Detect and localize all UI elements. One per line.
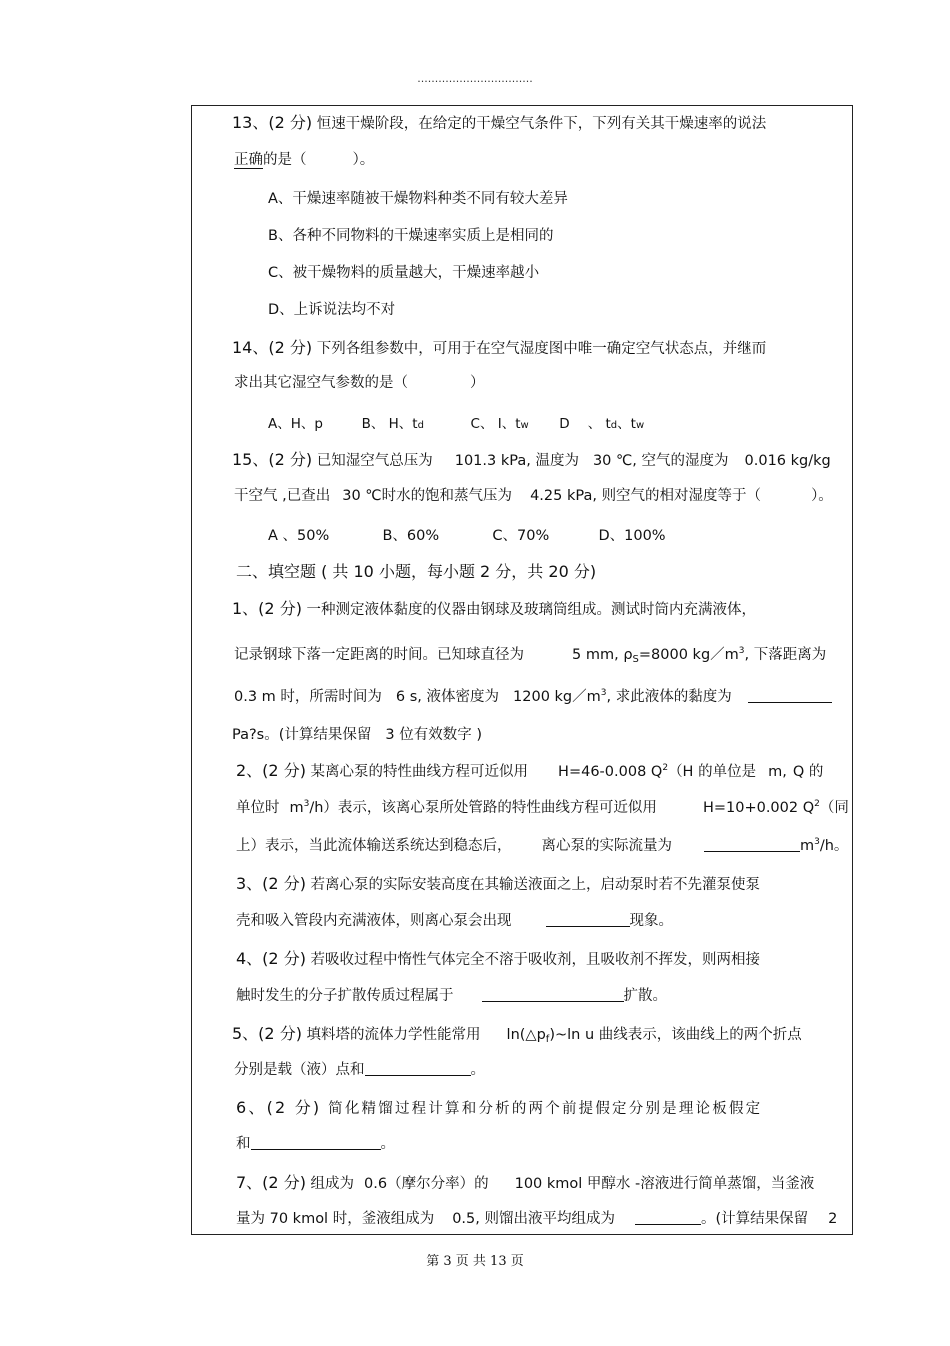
fill-7-text-1b: 0.6（摩尔分率）的 (364, 1176, 489, 1192)
fill-4-number: 4、(2 分) (236, 949, 306, 968)
fill-1-density-ball: $\rho_S=8000$ $kg/m^3$ (623, 646, 745, 665)
fill-2-number: 2、(2 分) (236, 761, 306, 780)
fill-1-unit: Pa?s (232, 727, 265, 743)
fill-2-text-1c: （H 的单位是 (668, 764, 757, 780)
question-13-text-3: ）。 (352, 152, 375, 168)
fill-1-text-2e: , 下落距离为 (744, 647, 827, 663)
question-13-text: 恒速干燥阶段，在给定的干燥空气条件下，下列有关其干燥速率的说法 (316, 116, 767, 132)
fill-2-line-1 (236, 762, 823, 781)
fill-2-pipe-equation: H=10+0.002 $Q^2$ (702, 799, 820, 816)
fill-7-text-2c: 则馏出液平均组成为 (484, 1211, 615, 1227)
fill-3-text-1: 若离心泵的实际安装高度在其输送液面之上，启动泵时若不先灌泵使泵 (310, 877, 761, 893)
fill-7-line-2 (236, 1210, 837, 1228)
header-dots: ................................. (417, 72, 533, 85)
fill-7-number: 7、(2 分) (236, 1173, 306, 1192)
fill-2-line-2 (236, 799, 849, 817)
fill-2-text-1d: m, (768, 764, 787, 780)
fill-7-text-1a: 组成为 (310, 1176, 355, 1192)
fill-1-text-2a: 记录钢球下落一定距离的时间。已知球直径为 (234, 647, 524, 663)
question-13-underlined-word: 正确 (234, 152, 263, 168)
question-14-option-b: B、 H、td (361, 416, 424, 432)
fill-3-text-2b: 现象。 (629, 913, 673, 929)
fill-3-number: 3、(2 分) (236, 874, 306, 893)
question-14-text: 下列各组参数中，可用于在空气湿度图中唯一确定空气状态点，并继而 (316, 341, 767, 357)
question-15-text-5: 30 ℃时水的饱和蒸气压为 (342, 488, 513, 504)
fill-3-text-2a: 壳和吸入管段内充满液体，则离心泵会出现 (236, 913, 512, 929)
fill-7-text-1c: 100 kmol 甲醇水 -溶液进行简单蒸馏，当釜液 (514, 1176, 815, 1192)
fill-1-answer-blank[interactable] (748, 688, 832, 703)
question-13-option-d: D、上诉说法均不对 (268, 302, 396, 318)
question-15-option-d: D、100% (598, 528, 666, 544)
fill-3-line-1 (236, 875, 760, 894)
fill-5-line-2 (234, 1061, 485, 1079)
question-13-option-b: B、各种不同物料的干燥速率实质上是相同的 (268, 228, 554, 244)
question-15-option-a: A 、50% (268, 528, 330, 544)
fill-5-line-1 (232, 1025, 802, 1044)
fill-4-text-2b: 扩散。 (623, 988, 667, 1004)
fill-6-text-2b: 。 (380, 1136, 395, 1152)
question-15-line-2 (234, 487, 833, 505)
fill-7-text-2d: 。(计算结果保留 (700, 1211, 809, 1227)
fill-1-line-4 (232, 726, 482, 744)
section-2-title: 二、填空题 ( 共 10 小题，每小题 2 分，共 20 分) (236, 562, 597, 581)
question-14-option-a: A、H、p (268, 416, 323, 432)
fill-6-text-1: 简化精馏过程计算和分析的两个前提假定分别是理论板假定 (328, 1101, 763, 1117)
question-15-text-3: 空气的湿度为 (641, 453, 729, 469)
fill-6-number: 6、(2 分) (236, 1098, 322, 1117)
fill-7-line-1 (236, 1174, 814, 1193)
fill-2-text-2a: 单位时 (236, 800, 280, 816)
fill-1-text-4b: 。(计算结果保留 (264, 727, 372, 743)
fill-7-answer-blank[interactable] (635, 1210, 701, 1225)
fill-3-answer-blank[interactable] (546, 912, 630, 927)
fill-2-unit: $m^3$ (289, 799, 310, 816)
question-14-options (268, 415, 644, 435)
fill-1-liquid-density: 1200 $kg/m^3$ (513, 688, 607, 705)
fill-7-text-2a: 量为 70 kmol 时，釜液组成为 (236, 1211, 435, 1227)
fill-1-diameter: 5 mm, (572, 647, 619, 663)
question-15-temperature: 30 ℃, (592, 453, 637, 469)
fill-2-text-1e: Q 的 (792, 764, 824, 780)
fill-7-text-2b: 0.5, (452, 1211, 480, 1227)
question-14-text-3: ） (470, 375, 485, 391)
fill-6-answer-blank[interactable] (251, 1135, 381, 1150)
fill-1-text-3c: 液体密度为 (426, 689, 500, 705)
question-15-pressure: 101.3 kPa, (454, 453, 531, 469)
question-13-text-2: 的是（ (263, 152, 307, 168)
question-15-text-7: ）。 (811, 488, 833, 504)
fill-1-line-2 (234, 646, 826, 664)
question-14-option-c: C、 I、tw (470, 416, 529, 432)
fill-5-expression: $\ln(\triangle p_f)\sim\ln$ u 曲线表示，该曲线上的两个折点 (506, 1027, 802, 1045)
fill-2-text-2e: （同 (819, 800, 849, 816)
fill-1-number: 1、(2 分) (232, 599, 302, 618)
fill-2-text-3b: 离心泵的实际流量为 (541, 838, 672, 854)
fill-2-text-2c: /h）表示，该离心泵所处管路的特性曲线方程可近似用 (309, 800, 657, 816)
fill-1-line-3 (234, 688, 832, 706)
fill-2-text-3a: 上）表示，当此流体输送系统达到稳态后， (236, 838, 512, 854)
fill-5-text-2a: 分别是载（液）点和 (234, 1062, 365, 1078)
fill-3-line-2 (236, 912, 673, 930)
question-14-line-2 (234, 374, 485, 392)
fill-4-line-2 (236, 987, 667, 1005)
question-15-text-6: 则空气的相对湿度等于（ (601, 488, 762, 504)
question-13-line-2 (234, 151, 374, 169)
fill-5-answer-blank[interactable] (365, 1061, 471, 1076)
question-13-line-1 (232, 114, 766, 133)
fill-2-pump-equation: H=46-0.008 $Q^2$ (558, 763, 669, 780)
question-15-line-1 (232, 451, 831, 470)
fill-1-text-3e: , 求此液体的黏度为 (606, 689, 732, 705)
fill-1-time: 6 s, (395, 689, 422, 705)
fill-1-text-3a: 0.3 m 时，所需时间为 (234, 689, 382, 705)
question-14-line-1 (232, 339, 766, 358)
page-footer: 第 3 页 共 13 页 (426, 1254, 524, 1269)
question-13-option-a: A、干燥速率随被干燥物料种类不同有较大差异 (268, 191, 568, 207)
question-15-humidity: 0.016 kg/kg (744, 453, 831, 469)
fill-4-text-2a: 触时发生的分子扩散传质过程属于 (236, 988, 454, 1004)
fill-4-line-1 (236, 950, 760, 969)
fill-1-line-1 (232, 600, 756, 619)
question-15-text-4: 干空气 ,已查出 (234, 488, 331, 504)
fill-6-text-2a: 和 (236, 1136, 251, 1152)
fill-4-text-1: 若吸收过程中惰性气体完全不溶于吸收剂，且吸收剂不挥发，则两相接 (310, 952, 761, 968)
fill-4-answer-blank[interactable] (482, 987, 624, 1002)
fill-2-text-1a: 某离心泵的特性曲线方程可近似用 (310, 764, 529, 780)
fill-1-text-4c: 3 位有效数字 ) (385, 727, 483, 743)
question-15-options (268, 527, 666, 545)
fill-2-answer-blank[interactable] (704, 837, 800, 852)
fill-5-text-2b: 。 (470, 1062, 485, 1078)
fill-7-text-2e: 2 (828, 1211, 838, 1227)
question-15-number: 15、(2 分) (232, 450, 313, 469)
question-15-option-c: C、70% (492, 528, 550, 544)
fill-5-text-1a: 填料塔的流体力学性能常用 (306, 1027, 481, 1043)
question-15-text-2: 温度为 (535, 453, 579, 469)
fill-2-flow-unit: $m^3/h$。 (800, 837, 849, 854)
question-15-text-1: 已知湿空气总压为 (316, 453, 433, 469)
question-15-option-b: B、60% (382, 528, 440, 544)
question-14-option-d: D 、 td、tw (559, 416, 645, 432)
question-13-number: 13、(2 分) (232, 113, 313, 132)
question-15-vapor-pressure: 4.25 kPa, (530, 488, 597, 504)
question-13-option-c: C、被干燥物料的质量越大，干燥速率越小 (268, 265, 540, 281)
question-14-text-2: 求出其它湿空气参数的是（ (234, 375, 408, 391)
fill-6-line-1 (236, 1099, 762, 1118)
fill-1-text-1: 一种测定液体黏度的仪器由钢球及玻璃筒组成。测试时筒内充满液体， (306, 602, 757, 618)
question-14-number: 14、(2 分) (232, 338, 313, 357)
fill-5-number: 5、(2 分) (232, 1024, 302, 1043)
fill-2-line-3 (236, 837, 848, 855)
fill-6-line-2 (236, 1135, 395, 1153)
